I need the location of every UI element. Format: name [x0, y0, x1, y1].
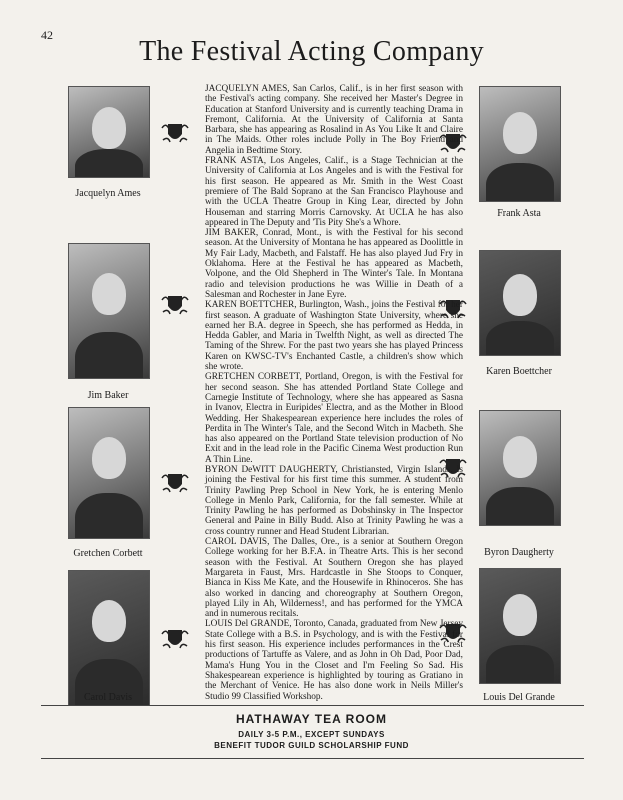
bio-gretchen-corbett: GRETCHEN CORBETT, Portland, Oregon, is with the Festival for her second season. She has attended Portland State College and Carnegie Institute of Technology, where she has appeared as Sasna in Ivanov, Electra in Euripides' Electra, and as the Mother in Blood Wedding. Her Shakespearean experience here includes the roles of Perdita in The Winter's Tale, and the Second Witch in Macbeth. She has also appeared on the Portland State television production of No Exit and in the lead role in the Pacific Cinema West production Run A Thin Line. — [205, 372, 463, 465]
photo-byron-daugherty — [479, 410, 561, 526]
photo-frank-asta — [479, 86, 561, 202]
ad-title: HATHAWAY TEA ROOM — [235, 712, 387, 726]
bio-jacquelyn-ames: JACQUELYN AMES, San Carlos, Calif., is in her first season with the Festival's acting company. She received her Master's Degree in Education at Stanford University and is currently teaching Drama in Fremont, California. At the University of California at Santa Barbara, she has appearing as Rosalind in As You Like It and Claire in The Maids. Other roles include Polly in The Boy Friend and Angelia in Bedtime Story. — [205, 84, 463, 156]
photo-jacquelyn-ames — [68, 86, 150, 178]
crest-icon — [160, 470, 190, 496]
divider-top — [41, 705, 584, 706]
bio-frank-asta: FRANK ASTA, Los Angeles, Calif., is a Stage Technician at the University of California at Los Angeles and is with the Festival for his first season. He appeared as Mr. Smith in the West Coast premiere of The Bald Soprano at the San Francisco Playhouse and with the UCLA Theatre Group in King Lear, directed by John Houseman and starring Morris Carnovsky. At UCLA he has also appeared in The Deputy and 'Tis Pity She's a Whore. — [205, 156, 463, 228]
caption-jacquelyn-ames: Jacquelyn Ames — [75, 188, 141, 199]
caption-louis-del-grande: Louis Del Grande — [483, 692, 555, 703]
caption-frank-asta: Frank Asta — [497, 208, 541, 219]
caption-byron-daugherty: Byron Daugherty — [484, 547, 554, 558]
bio-carol-davis: CAROL DAVIS, The Dalles, Ore., is a senior at Southern Oregon College working for her B.F.A. in Theatre Arts. This is her second season with the Festival. At Southern Oregon she has played Margareta in Faust, Mrs. Hardcastle in She Stoops to Conquer, Bianca in Kiss Me Kate, and the Housewife in Rhinoceros. She has also worked in dancing and choreography at Southern Oregon, played Lily in Ah, Wilderness!, and has performed for the YMCA and in numerous recitals. — [205, 537, 463, 620]
crest-icon — [160, 120, 190, 146]
photo-carol-davis — [68, 570, 150, 706]
crest-icon — [160, 292, 190, 318]
bio-byron-daugherty: BYRON DeWITT DAUGHERTY, Christiansted, Virgin Islands, is joining the Festival for his first time this summer. A student from Trinity Pawling Prep School in New York, he is entering Menlo College in Menlo Park, California, for the fall semester. While at Trinity Pawling he has performed as Dobshinsky in The Inspector General and Paine in Billy Budd. Also at Trinity Pawling he was a cross country runner and Head Student Librarian. — [205, 464, 463, 537]
crest-icon — [160, 626, 190, 652]
caption-karen-boettcher: Karen Boettcher — [486, 366, 552, 377]
photo-gretchen-corbett — [68, 407, 150, 539]
photo-louis-del-grande — [479, 568, 561, 684]
bio-jim-baker: JIM BAKER, Conrad, Mont., is with the Festival for his second season. At the University of Montana he has appeared as Doolittle in My Fair Lady, Macbeth, and Falstaff. He has also played Jud Fry in Oklahoma. Here at the Festival he has appeared as Macbeth, Volpone, and the Old Shepherd in The Winter's Tale. In Montana radio and television productions he was Willie in Death of a Salesman and Rochester in Jane Eyre. — [205, 228, 463, 300]
photo-jim-baker — [68, 243, 150, 379]
bio-louis-del-grande: LOUIS Del GRANDE, Toronto, Canada, graduated from New Jersey State College with a B.S. in Psychology, and is with the Festival for his first season. His experience includes performances in the Crest productions of Tartuffe as Valere, and as John in Oh Dad, Poor Dad, Mama's Hung You in the Closet and I'm Feeling So Sad. His Shakespearean experience is highlighted by touring as Gratiano in the Merchant of Venice. He has also done work in Neils Miller's Studio 99 Classified Workshop. — [205, 619, 463, 702]
ad-hours: DAILY 3-5 P.M., EXCEPT SUNDAYS — [238, 730, 385, 739]
bio-karen-boettcher: KAREN BOETTCHER, Burlington, Wash., joins the Festival for her first season. A graduate of Washington State University, where she earned her B.A. degree in Speech, she has performed as Hedda, in Hedda Gabler, and Maria in Twelfth Night, as well as directed The Taming of the Shrew. For the past two years she has played Princess Karen on KWSC-TV's Enchanted Castle, a children's show which she wrote. — [205, 300, 463, 373]
caption-jim-baker: Jim Baker — [87, 390, 129, 401]
caption-carol-davis: Carol Davis — [83, 692, 133, 703]
page-number: 42 — [41, 28, 53, 42]
photo-karen-boettcher — [479, 250, 561, 356]
caption-gretchen-corbett: Gretchen Corbett — [73, 548, 143, 559]
ad-benefit: BENEFIT TUDOR GUILD SCHOLARSHIP FUND — [214, 741, 409, 750]
page-title: The Festival Acting Company — [139, 36, 484, 67]
divider-bottom — [41, 758, 584, 759]
biographies — [205, 84, 463, 702]
